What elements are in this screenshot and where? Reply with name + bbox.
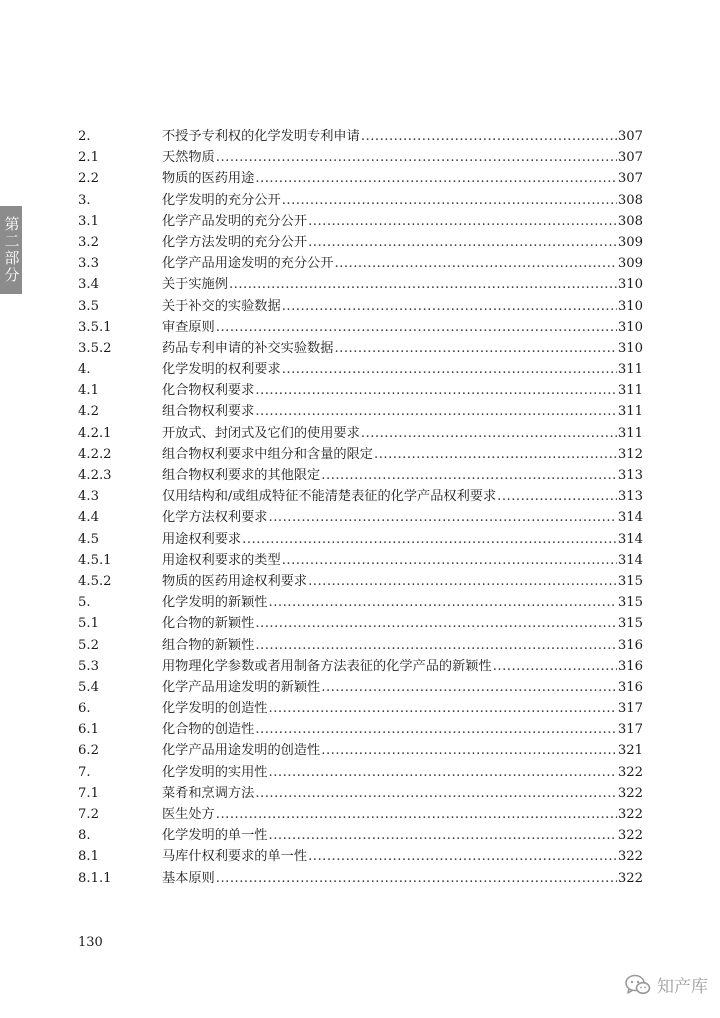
- toc-entry-number: 3.5: [78, 298, 99, 314]
- toc-entry: [78, 761, 643, 782]
- toc-entry: [78, 252, 643, 273]
- toc-entry-number: 3.5.2: [78, 340, 112, 356]
- toc-entry-page: 313: [617, 489, 643, 505]
- toc-entry-number: 4.: [78, 362, 91, 378]
- toc-entry: [78, 485, 643, 506]
- toc-entry: [78, 549, 643, 570]
- toc-entry-title: 化合物的新颖性: [162, 616, 255, 632]
- toc-entry: [78, 845, 643, 866]
- page-number: 130: [78, 935, 103, 950]
- toc-entry-page: 321: [617, 743, 643, 759]
- toc-entry: [78, 867, 643, 888]
- toc-entry-page: 308: [617, 192, 643, 208]
- toc-entry: [78, 528, 643, 549]
- toc-entry-leader-dots: [255, 616, 617, 631]
- toc-entry-leader-dots: [361, 129, 617, 144]
- toc-entry-title: 化学发明的新颖性: [162, 595, 268, 611]
- toc-entry-number: 7.2: [78, 807, 99, 822]
- toc-entry-leader-dots: [308, 849, 617, 864]
- toc-entry-leader-dots: [229, 277, 617, 292]
- toc-entry: [78, 231, 643, 252]
- toc-entry: [78, 634, 643, 655]
- toc-entry-leader-dots: [282, 193, 617, 208]
- toc-entry-title: 物质的医药用途权利要求: [162, 573, 308, 589]
- toc-entry-title: 天然物质: [162, 150, 215, 166]
- toc-entry-page: 311: [617, 425, 643, 441]
- toc-entry-title: 组合物权利要求的其他限定: [162, 468, 321, 483]
- toc-entry-page: 311: [617, 362, 643, 378]
- toc-entry-leader-dots: [269, 828, 617, 843]
- toc-entry-leader-dots: [308, 235, 617, 250]
- toc-entry: [78, 358, 643, 379]
- toc-entry-leader-dots: [269, 701, 617, 716]
- toc-entry-number: 3.3: [78, 256, 99, 272]
- toc-entry-number: 5.: [78, 595, 91, 611]
- toc-entry-title: 关于实施例: [162, 277, 228, 293]
- toc-entry-number: 2.: [78, 129, 91, 144]
- watermark: [625, 972, 708, 997]
- toc-entry-title: 组合物的新颖性: [162, 637, 255, 653]
- toc-entry-leader-dots: [242, 532, 617, 547]
- toc-entry-page: 314: [617, 552, 643, 568]
- toc-entry-title: 马库什权利要求的单一性: [162, 849, 308, 865]
- watermark-text: 知产库: [657, 977, 708, 997]
- toc-entry-number: 4.5.2: [78, 573, 112, 589]
- toc-entry-number: 7.1: [78, 785, 99, 801]
- toc-entry-page: 316: [617, 658, 643, 674]
- toc-entry-page: 307: [617, 129, 643, 144]
- toc-entry: [78, 337, 643, 358]
- toc-entry-title: 化学产品发明的充分公开: [162, 213, 308, 229]
- toc-entry-title: 审查原则: [162, 319, 215, 335]
- toc-entry-title: 物质的医药用途: [162, 171, 255, 187]
- toc-entry-page: 315: [617, 573, 643, 589]
- toc-entry-leader-dots: [216, 807, 617, 822]
- toc-entry: [78, 210, 643, 231]
- toc-entry-page: 315: [617, 616, 643, 632]
- toc-entry-page: 317: [617, 722, 643, 738]
- toc-entry-title: 用途权利要求: [162, 531, 242, 547]
- toc-entry-page: 322: [617, 807, 643, 822]
- toc-entry-number: 5.3: [78, 658, 99, 674]
- toc-entry-title: 关于补交的实验数据: [162, 298, 281, 314]
- toc-entry-number: 7.: [78, 764, 91, 780]
- toc-entry: [78, 718, 643, 739]
- toc-entry-leader-dots: [308, 574, 617, 589]
- toc-entry-number: 5.1: [78, 616, 99, 632]
- toc-entry-page: 311: [617, 383, 643, 399]
- toc-entry-page: 322: [617, 785, 643, 801]
- toc-entry-leader-dots: [216, 871, 617, 886]
- toc-entry-number: 3.1: [78, 213, 99, 229]
- toc-entry: [78, 464, 643, 485]
- toc-entry-leader-dots: [493, 659, 617, 674]
- toc-entry-number: 4.2.2: [78, 446, 112, 462]
- toc-entry-page: 312: [617, 446, 643, 462]
- toc-entry-title: 化学发明的权利要求: [162, 362, 281, 378]
- toc-entry: [78, 443, 643, 464]
- toc-entry-leader-dots: [255, 638, 617, 653]
- toc-entry: [78, 612, 643, 633]
- toc-entry-number: 2.2: [78, 171, 99, 187]
- toc-entry-page: 307: [617, 150, 643, 166]
- toc-entry: [78, 273, 643, 294]
- toc-entry: [78, 400, 643, 421]
- toc-entry-number: 4.1: [78, 383, 99, 399]
- toc-entry: [78, 803, 643, 824]
- toc-entry-leader-dots: [255, 383, 617, 398]
- toc-entry-leader-dots: [321, 680, 617, 695]
- section-side-tab-label: 第二部分: [2, 216, 21, 284]
- toc-entry: [78, 506, 643, 527]
- toc-entry-leader-dots: [269, 510, 617, 525]
- toc-entry-leader-dots: [216, 150, 617, 165]
- toc-entry-number: 4.5.1: [78, 552, 112, 568]
- toc-entry-leader-dots: [321, 468, 617, 483]
- toc-entry-number: 8.1: [78, 849, 99, 865]
- toc-entry: [78, 146, 643, 167]
- toc-entry-title: 组合物权利要求中组分和含量的限定: [162, 446, 373, 462]
- toc-entry-leader-dots: [269, 765, 617, 780]
- toc-entry-page: 313: [617, 468, 643, 483]
- toc-entry-title: 化学发明的创造性: [162, 701, 268, 717]
- toc-entry-number: 8.: [78, 828, 91, 844]
- toc-entry-title: 基本原则: [162, 870, 215, 886]
- toc-entry-page: 308: [617, 213, 643, 229]
- toc-entry-title: 化学产品用途发明的创造性: [162, 743, 321, 759]
- toc-entry-leader-dots: [282, 362, 617, 377]
- toc-entry-page: 311: [617, 404, 643, 420]
- toc-entry-title: 化学发明的单一性: [162, 828, 268, 844]
- toc-entry-title: 化学产品用途发明的充分公开: [162, 256, 334, 272]
- toc-entry-title: 化学发明的充分公开: [162, 192, 281, 208]
- toc-entry-title: 药品专利申请的补交实验数据: [162, 340, 334, 356]
- toc-entry-title: 化合物权利要求: [162, 383, 255, 399]
- toc-entry-page: 316: [617, 679, 643, 695]
- toc-entry-title: 化合物的创造性: [162, 722, 255, 738]
- toc-entry-leader-dots: [282, 553, 617, 568]
- toc-entry-title: 用物理化学参数或者用制备方法表征的化学产品的新颖性: [162, 658, 492, 674]
- toc-entry: [78, 739, 643, 760]
- table-of-contents: [78, 125, 643, 888]
- toc-entry: [78, 422, 643, 443]
- toc-entry-page: 322: [617, 828, 643, 844]
- toc-entry: [78, 295, 643, 316]
- toc-entry-number: 4.2: [78, 404, 99, 420]
- toc-entry: [78, 316, 643, 337]
- toc-entry-title: 菜肴和烹调方法: [162, 785, 255, 801]
- toc-entry-number: 8.1.1: [78, 870, 112, 886]
- toc-entry-number: 3.2: [78, 234, 99, 250]
- toc-entry-number: 4.5: [78, 531, 99, 547]
- toc-entry-number: 5.4: [78, 679, 99, 695]
- toc-entry-title: 用途权利要求的类型: [162, 552, 281, 568]
- toc-entry-number: 3.: [78, 192, 91, 208]
- toc-entry-leader-dots: [308, 214, 617, 229]
- toc-entry-number: 3.4: [78, 277, 99, 293]
- toc-entry-page: 310: [617, 298, 643, 314]
- toc-entry: [78, 125, 643, 146]
- toc-entry-title: 开放式、封闭式及它们的使用要求: [162, 425, 360, 441]
- toc-entry: [78, 676, 643, 697]
- toc-entry-page: 317: [617, 701, 643, 717]
- toc-entry-page: 315: [617, 595, 643, 611]
- toc-entry-title: 不授予专利权的化学发明专利申请: [162, 129, 360, 144]
- toc-entry-leader-dots: [216, 320, 617, 335]
- toc-entry-page: 309: [617, 234, 643, 250]
- wechat-icon: [625, 974, 651, 996]
- toc-entry-leader-dots: [361, 426, 617, 441]
- toc-entry-leader-dots: [282, 299, 617, 314]
- toc-entry-number: 4.2.1: [78, 425, 112, 441]
- toc-entry: [78, 782, 643, 803]
- toc-entry-leader-dots: [255, 722, 617, 737]
- toc-entry-title: 化学方法发明的充分公开: [162, 234, 308, 250]
- toc-entry-leader-dots: [334, 256, 616, 271]
- toc-entry-page: 310: [617, 340, 643, 356]
- toc-entry-page: 316: [617, 637, 643, 653]
- toc-entry-number: 4.4: [78, 510, 99, 526]
- toc-entry: [78, 824, 643, 845]
- toc-entry-leader-dots: [255, 786, 617, 801]
- toc-entry-number: 6.: [78, 701, 91, 717]
- toc-entry-number: 4.3: [78, 489, 99, 505]
- toc-entry-page: 322: [617, 870, 643, 886]
- toc-entry-page: 310: [617, 319, 643, 335]
- toc-entry-leader-dots: [269, 595, 617, 610]
- toc-entry-title: 化学方法权利要求: [162, 510, 268, 526]
- toc-entry-number: 3.5.1: [78, 319, 112, 335]
- toc-entry-title: 化学产品用途发明的新颖性: [162, 679, 321, 695]
- toc-entry-leader-dots: [334, 341, 616, 356]
- toc-entry-page: 322: [617, 764, 643, 780]
- toc-entry-number: 5.2: [78, 637, 99, 653]
- toc-entry-leader-dots: [255, 171, 617, 186]
- toc-entry-leader-dots: [255, 404, 617, 419]
- toc-entry-title: 医生处方: [162, 807, 215, 822]
- toc-entry: [78, 591, 643, 612]
- toc-entry-page: 310: [617, 277, 643, 293]
- toc-entry: [78, 167, 643, 188]
- toc-entry-title: 化学发明的实用性: [162, 764, 268, 780]
- toc-entry: [78, 655, 643, 676]
- section-side-tab: [0, 206, 22, 294]
- toc-entry: [78, 570, 643, 591]
- toc-entry-title: 组合物权利要求: [162, 404, 255, 420]
- toc-entry-leader-dots: [321, 743, 617, 758]
- toc-entry: [78, 379, 643, 400]
- toc-entry-leader-dots: [374, 447, 617, 462]
- toc-entry-page: 309: [617, 256, 643, 272]
- toc-entry-number: 6.1: [78, 722, 99, 738]
- toc-entry-page: 322: [617, 849, 643, 865]
- toc-entry: [78, 189, 643, 210]
- toc-entry-page: 314: [617, 531, 643, 547]
- toc-entry: [78, 697, 643, 718]
- toc-entry-page: 307: [617, 171, 643, 187]
- toc-entry-number: 6.2: [78, 743, 99, 759]
- toc-entry-number: 2.1: [78, 150, 99, 166]
- toc-entry-title: 仅用结构和/或组成特征不能清楚表征的化学产品权利要求: [162, 489, 497, 505]
- toc-entry-leader-dots: [497, 489, 617, 504]
- toc-entry-number: 4.2.3: [78, 468, 112, 483]
- toc-entry-page: 314: [617, 510, 643, 526]
